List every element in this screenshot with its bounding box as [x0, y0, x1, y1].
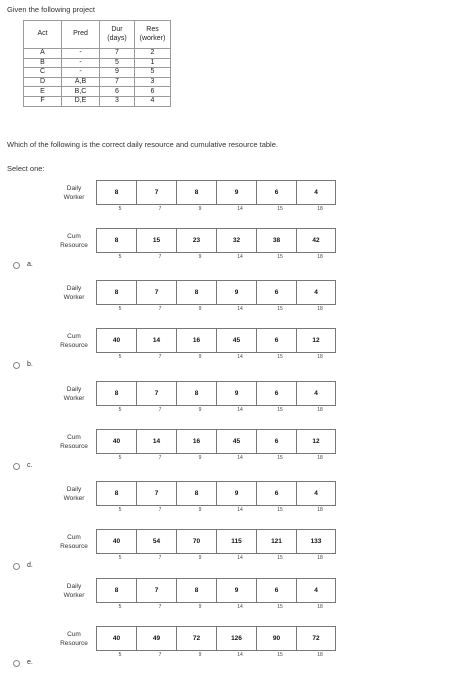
day-mark: 14 [237, 354, 243, 360]
project-table-cell: A,B [62, 77, 100, 87]
day-mark: 15 [277, 354, 283, 360]
cum-resource-cell: 14 [137, 430, 177, 453]
cum-resource-cell: 54 [137, 530, 177, 553]
day-mark: 9 [198, 652, 202, 658]
day-mark: 7 [158, 455, 162, 461]
day-mark: 9 [198, 206, 202, 212]
day-mark: 18 [317, 604, 323, 610]
daily-worker-cells [96, 180, 336, 205]
project-table-cell: 1 [135, 58, 171, 68]
day-mark: 9 [198, 306, 202, 312]
cum-resource-cell: 72 [177, 627, 217, 650]
project-table-row [24, 58, 171, 68]
cum-resource-table [54, 626, 337, 666]
project-table-header [100, 21, 135, 49]
option-letter: e. [27, 659, 33, 666]
daily-worker-cell: 7 [137, 482, 177, 505]
day-mark: 14 [237, 206, 243, 212]
cum-resource-label: Cum Resource [60, 233, 88, 249]
cum-resource-cells [96, 529, 336, 554]
day-mark: 9 [198, 455, 202, 461]
cum-resource-cell: 38 [257, 229, 297, 252]
cum-resource-cell: 42 [312, 237, 320, 244]
project-table-cell: D,E [62, 96, 100, 106]
cum-resource-cell: 32 [217, 229, 257, 252]
day-mark: 7 [158, 254, 162, 260]
project-table-cell: 2 [135, 49, 171, 59]
day-mark: 7 [158, 354, 162, 360]
header-text: Act [37, 30, 48, 38]
day-mark: 14 [237, 455, 243, 461]
daily-worker-cell: 8 [97, 281, 137, 304]
day-mark: 18 [317, 206, 323, 212]
daily-worker-cell: 9 [217, 281, 257, 304]
daily-worker-cell: 7 [137, 281, 177, 304]
day-mark: 18 [317, 354, 323, 360]
day-mark: 7 [158, 407, 162, 413]
project-table-cell: 7 [100, 77, 135, 87]
radio-button[interactable] [13, 660, 20, 667]
cum-resource-cells [96, 228, 336, 253]
cum-resource-table [54, 228, 337, 268]
daily-worker-table [54, 481, 337, 521]
radio-button[interactable] [13, 262, 20, 269]
daily-worker-cell: 9 [217, 382, 257, 405]
cum-resource-cell: 40 [97, 627, 137, 650]
cum-resource-label: Cum Resource [60, 534, 88, 550]
day-mark: 5 [118, 604, 122, 610]
project-table-cell: 7 [100, 49, 135, 59]
project-table-cell: - [62, 68, 100, 78]
day-mark: 15 [277, 555, 283, 561]
daily-worker-label: Daily Worker [63, 486, 85, 502]
project-table-cell: B [24, 58, 62, 68]
day-mark: 14 [237, 652, 243, 658]
project-table-header [135, 21, 171, 49]
day-mark: 18 [317, 407, 323, 413]
radio-button[interactable] [13, 463, 20, 470]
project-table-cell: 3 [100, 96, 135, 106]
radio-button[interactable] [13, 362, 20, 369]
day-mark: 5 [118, 354, 122, 360]
daily-worker-cell: 6 [257, 281, 297, 304]
cum-resource-cell: 40 [97, 530, 137, 553]
day-mark: 9 [198, 407, 202, 413]
day-mark: 14 [237, 254, 243, 260]
project-table-row [24, 96, 171, 106]
project-table-cell: A [24, 49, 62, 59]
radio-button[interactable] [13, 563, 20, 570]
daily-worker-cell: 4 [314, 189, 318, 196]
cum-resource-cell: 12 [312, 438, 320, 445]
daily-worker-cell: 6 [257, 181, 297, 204]
project-table-header [24, 21, 62, 49]
daily-worker-cells [96, 578, 336, 603]
project-table-cell: 9 [100, 68, 135, 78]
daily-worker-cell: 8 [177, 181, 217, 204]
daily-worker-cells [96, 381, 336, 406]
day-mark: 5 [118, 306, 122, 312]
daily-worker-cell: 8 [177, 281, 217, 304]
daily-worker-cell: 4 [314, 587, 318, 594]
day-mark: 15 [277, 652, 283, 658]
day-mark: 7 [158, 652, 162, 658]
daily-worker-label: Daily Worker [63, 185, 85, 201]
project-table-cell: 6 [100, 87, 135, 97]
project-table-cell: 5 [135, 68, 171, 78]
answer-option-c[interactable] [0, 379, 465, 479]
daily-worker-label: Daily Worker [63, 583, 85, 599]
cum-resource-cell: 40 [97, 329, 137, 352]
cum-resource-cell: 90 [257, 627, 297, 650]
cum-resource-cell: 23 [177, 229, 217, 252]
project-table-row [24, 87, 171, 97]
day-mark: 14 [237, 507, 243, 513]
cum-resource-cells [96, 626, 336, 651]
day-mark: 18 [317, 555, 323, 561]
project-table-cell: - [62, 58, 100, 68]
day-mark: 18 [317, 652, 323, 658]
daily-worker-cell: 7 [137, 579, 177, 602]
day-mark: 18 [317, 254, 323, 260]
day-mark: 15 [277, 407, 283, 413]
daily-worker-label: Daily Worker [63, 285, 85, 301]
cum-resource-cell: 16 [177, 329, 217, 352]
cum-resource-cell: 121 [257, 530, 297, 553]
daily-worker-cell: 4 [314, 289, 318, 296]
project-table-cell: - [62, 49, 100, 59]
daily-worker-cell: 8 [177, 382, 217, 405]
cum-resource-label: Cum Resource [60, 631, 88, 647]
cum-resource-table [54, 328, 337, 368]
project-table-header-row [24, 21, 171, 49]
daily-worker-cell: 8 [97, 579, 137, 602]
cum-resource-cell: 40 [97, 430, 137, 453]
daily-worker-cell: 7 [137, 382, 177, 405]
day-mark: 14 [237, 407, 243, 413]
daily-worker-cell: 6 [257, 579, 297, 602]
day-mark: 15 [277, 306, 283, 312]
day-mark: 7 [158, 306, 162, 312]
cum-resource-cell: 133 [310, 538, 322, 545]
project-table-cell: E [24, 87, 62, 97]
day-mark: 7 [158, 555, 162, 561]
day-mark: 5 [118, 652, 122, 658]
daily-worker-cells [96, 280, 336, 305]
project-table-row [24, 68, 171, 78]
option-letter: a. [27, 261, 33, 268]
day-mark: 15 [277, 507, 283, 513]
cum-resource-cell: 45 [217, 430, 257, 453]
day-mark: 5 [118, 254, 122, 260]
header-text: Pred [73, 30, 88, 38]
day-mark: 5 [118, 206, 122, 212]
answer-option-a[interactable] [0, 178, 465, 278]
cum-resource-cell: 14 [137, 329, 177, 352]
header-text: Dur [111, 26, 123, 34]
project-table-cell: B,C [62, 87, 100, 97]
cum-resource-cell: 12 [312, 337, 320, 344]
cum-resource-cell: 115 [217, 530, 257, 553]
cum-resource-cell: 8 [97, 229, 137, 252]
header-text: Res [146, 26, 159, 34]
option-letter: d. [27, 562, 33, 569]
daily-worker-cell: 6 [257, 482, 297, 505]
cum-resource-cell: 16 [177, 430, 217, 453]
intro-text: Given the following project [7, 5, 95, 14]
cum-resource-cells [96, 328, 336, 353]
select-one-label: Select one: [7, 164, 45, 173]
day-mark: 7 [158, 604, 162, 610]
daily-worker-label: Daily Worker [63, 386, 85, 402]
cum-resource-cell: 6 [257, 329, 297, 352]
project-table-cell: F [24, 96, 62, 106]
project-table-cell: 4 [135, 96, 171, 106]
day-mark: 14 [237, 306, 243, 312]
project-table-cell: C [24, 68, 62, 78]
daily-worker-cell: 4 [314, 390, 318, 397]
daily-worker-table [54, 578, 337, 618]
cum-resource-cells [96, 429, 336, 454]
daily-worker-cell: 9 [217, 181, 257, 204]
daily-worker-cell: 8 [177, 482, 217, 505]
day-mark: 7 [158, 507, 162, 513]
daily-worker-cell: 4 [314, 490, 318, 497]
project-table-header [62, 21, 100, 49]
daily-worker-cell: 9 [217, 482, 257, 505]
daily-worker-cell: 8 [97, 181, 137, 204]
cum-resource-cell: 6 [257, 430, 297, 453]
day-mark: 9 [198, 604, 202, 610]
day-mark: 18 [317, 507, 323, 513]
day-mark: 15 [277, 455, 283, 461]
day-mark: 9 [198, 254, 202, 260]
day-mark: 5 [118, 507, 122, 513]
project-table-cell: 5 [100, 58, 135, 68]
day-mark: 14 [237, 555, 243, 561]
answer-option-b[interactable] [0, 278, 465, 378]
cum-resource-table [54, 529, 337, 569]
cum-resource-cell: 15 [137, 229, 177, 252]
cum-resource-cell: 45 [217, 329, 257, 352]
day-mark: 9 [198, 354, 202, 360]
project-table-cell: 3 [135, 77, 171, 87]
day-mark: 15 [277, 206, 283, 212]
cum-resource-cell: 126 [217, 627, 257, 650]
daily-worker-table [54, 180, 337, 220]
daily-worker-cell: 6 [257, 382, 297, 405]
cum-resource-cell: 70 [177, 530, 217, 553]
day-mark: 14 [237, 604, 243, 610]
option-letter: b. [27, 361, 33, 368]
day-mark: 18 [317, 455, 323, 461]
project-table-cell: D [24, 77, 62, 87]
daily-worker-cell: 7 [137, 181, 177, 204]
day-mark: 18 [317, 306, 323, 312]
daily-worker-cell: 8 [177, 579, 217, 602]
day-mark: 15 [277, 254, 283, 260]
project-table-cell: 6 [135, 87, 171, 97]
day-mark: 5 [118, 407, 122, 413]
day-mark: 7 [158, 206, 162, 212]
day-mark: 5 [118, 555, 122, 561]
daily-worker-cells [96, 481, 336, 506]
header-text: (worker) [139, 34, 166, 42]
day-mark: 9 [198, 555, 202, 561]
day-mark: 15 [277, 604, 283, 610]
daily-worker-cell: 8 [97, 382, 137, 405]
day-mark: 5 [118, 455, 122, 461]
daily-worker-cell: 9 [217, 579, 257, 602]
day-mark: 9 [198, 507, 202, 513]
answer-option-d[interactable] [0, 479, 465, 579]
cum-resource-label: Cum Resource [60, 333, 88, 349]
cum-resource-cell: 49 [137, 627, 177, 650]
cum-resource-table [54, 429, 337, 469]
daily-worker-table [54, 280, 337, 320]
project-table-row [24, 49, 171, 59]
cum-resource-label: Cum Resource [60, 434, 88, 450]
option-letter: c. [27, 462, 33, 469]
question-text: Which of the following is the correct daily resource and cumulative resource table. [7, 140, 278, 149]
answer-option-e[interactable] [0, 576, 465, 676]
cum-resource-cell: 72 [312, 635, 320, 642]
daily-worker-table [54, 381, 337, 421]
header-text: (days) [107, 34, 127, 42]
daily-worker-cell: 8 [97, 482, 137, 505]
project-table [23, 20, 171, 107]
project-table-row [24, 77, 171, 87]
